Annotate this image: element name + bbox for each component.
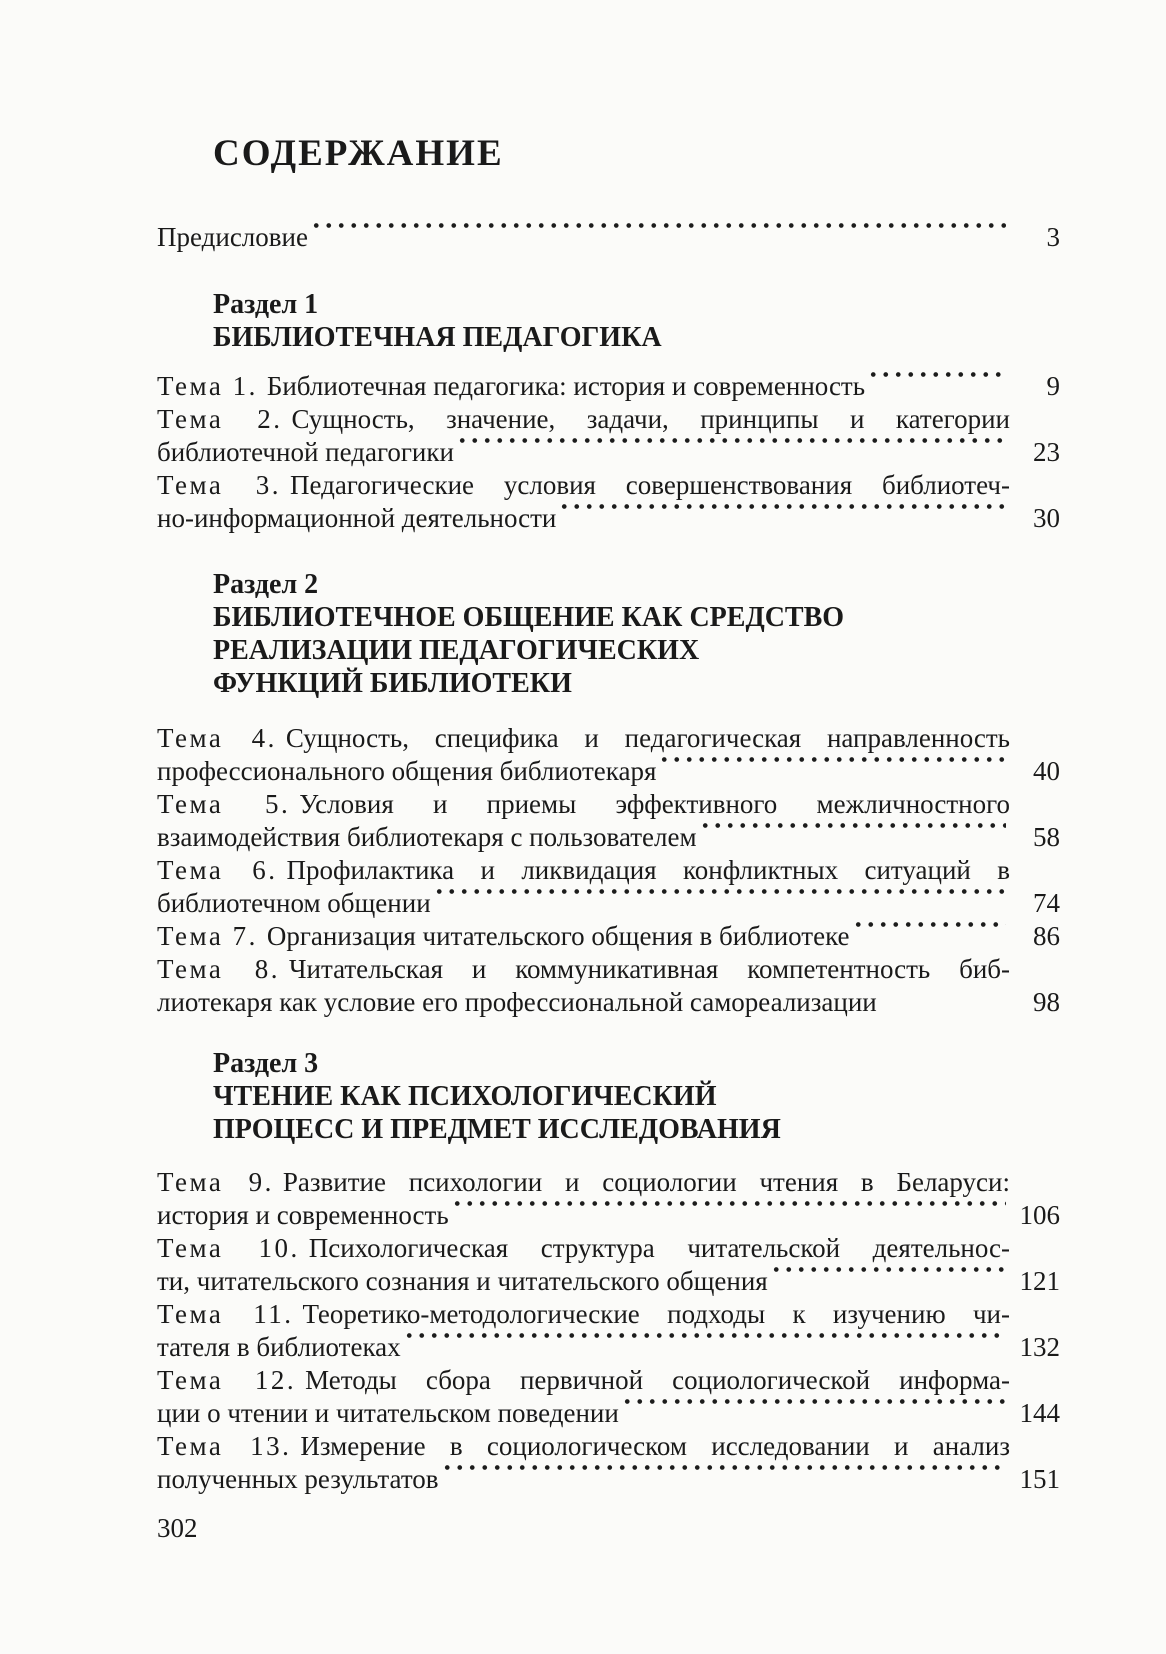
folio-page-number: 302 bbox=[157, 1513, 198, 1543]
dot-leader bbox=[558, 502, 1006, 535]
toc-content bbox=[157, 133, 1060, 1545]
toc-entry-line bbox=[157, 920, 1060, 953]
toc-entry-label: Тема 10. bbox=[157, 1233, 300, 1263]
toc-entry-line bbox=[157, 1331, 1060, 1364]
page-number: 86 bbox=[1033, 921, 1060, 951]
dot-leader bbox=[310, 221, 1006, 254]
dot-leader bbox=[770, 1265, 1006, 1298]
toc-entry-line bbox=[157, 1265, 1060, 1298]
toc-entry-line bbox=[157, 1463, 1060, 1496]
dot-leader bbox=[699, 821, 1006, 854]
dot-leader bbox=[852, 920, 1006, 953]
toc-entry-line bbox=[157, 953, 1010, 986]
toc-entry-line bbox=[157, 1199, 1060, 1232]
toc-entry-tema-4 bbox=[157, 722, 1060, 788]
page-number: 9 bbox=[1046, 371, 1060, 401]
toc-entry-preface bbox=[157, 221, 1060, 254]
toc-entry-line bbox=[157, 469, 1010, 502]
toc-entry-text: Измерение в социологическом исследовании и анализ bbox=[300, 1431, 1010, 1461]
toc-entry-tema-7 bbox=[157, 920, 1060, 953]
toc-entry-line bbox=[157, 1430, 1010, 1463]
page-number: 30 bbox=[1033, 503, 1060, 533]
toc-entry-text: Развитие психологии и социологии чтения в Беларуси: bbox=[282, 1167, 1010, 1197]
toc-entry-label: Тема 13. bbox=[157, 1431, 292, 1461]
toc-entry-text: полученных результатов bbox=[157, 1464, 439, 1494]
toc-entry-tema-12 bbox=[157, 1364, 1060, 1430]
toc-entry-text: Психологическая структура читательской деятельнос- bbox=[308, 1233, 1010, 1263]
section-heading-3 bbox=[213, 1047, 1060, 1146]
toc-entry-text: Организация читательского общения в библиотеке bbox=[266, 921, 850, 951]
toc-entry-tema-9 bbox=[157, 1166, 1060, 1232]
toc-entry-text: Методы сбора первичной социологической информа- bbox=[305, 1365, 1010, 1395]
toc-entry-line bbox=[157, 755, 1060, 788]
dot-leader bbox=[621, 1397, 1006, 1430]
page-number: 74 bbox=[1033, 888, 1060, 918]
toc-entry-text: библиотечном общении bbox=[157, 888, 431, 918]
toc-entry-line bbox=[157, 1397, 1060, 1430]
toc-entry-tema-2 bbox=[157, 403, 1060, 469]
toc-entry-tema-8 bbox=[157, 953, 1060, 1019]
toc-entry-line bbox=[157, 821, 1060, 854]
toc-entry-label: Тема 11. bbox=[157, 1299, 294, 1329]
toc-entry-line bbox=[157, 403, 1010, 436]
page-number: 23 bbox=[1033, 437, 1060, 467]
toc-entry-text: Читательская и коммуникативная компетентность биб- bbox=[288, 954, 1010, 984]
section-title-line: ФУНКЦИЙ БИБЛИОТЕКИ bbox=[213, 668, 572, 699]
page-number: 58 bbox=[1033, 822, 1060, 852]
toc-entry-label: Тема 4. bbox=[157, 723, 277, 753]
toc-entry-label: Тема 3. bbox=[157, 470, 281, 500]
dot-leader bbox=[658, 755, 1006, 788]
toc-entry-tema-1 bbox=[157, 370, 1060, 403]
toc-entry-text: Библиотечная педагогика: история и современность bbox=[266, 371, 866, 401]
dot-leader bbox=[403, 1331, 1006, 1364]
toc-entry-line bbox=[157, 1232, 1010, 1265]
toc-entry-tema-10 bbox=[157, 1232, 1060, 1298]
toc-entry-text: Педагогические условия совершенствования библиотеч- bbox=[289, 470, 1010, 500]
page-title: СОДЕРЖАНИЕ bbox=[213, 133, 504, 174]
toc-entry-text: профессионального общения библиотекаря bbox=[157, 756, 657, 786]
toc-entry-text: Теоретико-методологические подходы к изучению чи- bbox=[302, 1299, 1010, 1329]
dot-leader bbox=[867, 370, 1006, 403]
page-number: 40 bbox=[1033, 756, 1060, 786]
toc-entry-text: Предисловие bbox=[157, 222, 308, 252]
toc-entry-line bbox=[157, 1364, 1010, 1397]
toc-entry-line bbox=[157, 986, 1060, 1019]
toc-entry-tema-11 bbox=[157, 1298, 1060, 1364]
toc-entry-text: ции о чтении и читательском поведении bbox=[157, 1398, 619, 1428]
section-label: Раздел 2 bbox=[213, 569, 319, 600]
toc-entry-label: Тема 9. bbox=[157, 1167, 274, 1197]
toc-entry-line bbox=[157, 854, 1010, 887]
section-label: Раздел 1 bbox=[213, 289, 319, 320]
page-number: 98 bbox=[1033, 987, 1060, 1017]
page-number: 132 bbox=[1019, 1332, 1060, 1362]
toc-entry-label: Тема 6. bbox=[157, 855, 278, 885]
toc-entry-label: Тема 12. bbox=[157, 1365, 297, 1395]
toc-entry-text: лиотекаря как условие его профессиональной самореализации bbox=[157, 987, 877, 1017]
toc-entry-text: Сущность, специфика и педагогическая направленность bbox=[285, 723, 1010, 753]
toc-entry-label: Тема 7. bbox=[157, 921, 258, 951]
section-label: Раздел 3 bbox=[213, 1048, 319, 1079]
toc-entry-tema-3 bbox=[157, 469, 1060, 535]
toc-entry-line bbox=[157, 1166, 1010, 1199]
toc-entry-tema-5 bbox=[157, 788, 1060, 854]
toc-entry-label: Тема 2. bbox=[157, 404, 283, 434]
toc-entry-text: Профилактика и ликвидация конфликтных ситуаций в bbox=[286, 855, 1010, 885]
toc-entry-line bbox=[157, 887, 1060, 920]
toc-entry-text: тателя в библиотеках bbox=[157, 1332, 401, 1362]
toc-entry-tema-6 bbox=[157, 854, 1060, 920]
toc-entry-text: история и современность bbox=[157, 1200, 449, 1230]
section-heading-1 bbox=[213, 288, 1060, 354]
page-number: 151 bbox=[1019, 1464, 1060, 1494]
toc-entry-text: Сущность, значение, задачи, принципы и категории bbox=[291, 404, 1010, 434]
section-title-line: ПРОЦЕСС И ПРЕДМЕТ ИССЛЕДОВАНИЯ bbox=[213, 1114, 781, 1145]
section-heading-2 bbox=[213, 568, 1060, 700]
toc-entry-line bbox=[157, 722, 1010, 755]
dot-leader bbox=[456, 436, 1006, 469]
toc-entry-label: Тема 5. bbox=[157, 789, 291, 819]
toc-entry-line bbox=[157, 788, 1010, 821]
section-title-line: БИБЛИОТЕЧНАЯ ПЕДАГОГИКА bbox=[213, 322, 662, 353]
dot-leader bbox=[879, 986, 1006, 1019]
page-number: 121 bbox=[1019, 1266, 1060, 1296]
toc-entry-tema-13 bbox=[157, 1430, 1060, 1496]
toc-entry-label: Тема 8. bbox=[157, 954, 280, 984]
dot-leader bbox=[441, 1463, 1006, 1496]
toc-entry-line bbox=[157, 221, 1060, 254]
dot-leader bbox=[433, 887, 1006, 920]
section-title-line: БИБЛИОТЕЧНОЕ ОБЩЕНИЕ КАК СРЕДСТВО bbox=[213, 602, 845, 633]
toc-entry-line bbox=[157, 370, 1060, 403]
toc-entry-line bbox=[157, 1298, 1010, 1331]
toc-entry-label: Тема 1. bbox=[157, 371, 258, 401]
page-number: 106 bbox=[1019, 1200, 1060, 1230]
toc-entry-text: Условия и приемы эффективного межличностного bbox=[299, 789, 1010, 819]
toc-entry-line bbox=[157, 502, 1060, 535]
dot-leader bbox=[451, 1199, 1006, 1232]
page-number: 144 bbox=[1019, 1398, 1060, 1428]
toc-entry-text: ти, читательского сознания и читательского общения bbox=[157, 1266, 768, 1296]
section-title-line: РЕАЛИЗАЦИИ ПЕДАГОГИЧЕСКИХ bbox=[213, 635, 700, 666]
toc-entry-text: библиотечной педагогики bbox=[157, 437, 454, 467]
toc-entry-text: но-информационной деятельности bbox=[157, 503, 557, 533]
section-title-line: ЧТЕНИЕ КАК ПСИХОЛОГИЧЕСКИЙ bbox=[213, 1081, 717, 1112]
toc-entry-text: взаимодействия библиотекаря с пользователем bbox=[157, 822, 697, 852]
page-number: 3 bbox=[1046, 222, 1060, 252]
toc-entry-line bbox=[157, 436, 1060, 469]
